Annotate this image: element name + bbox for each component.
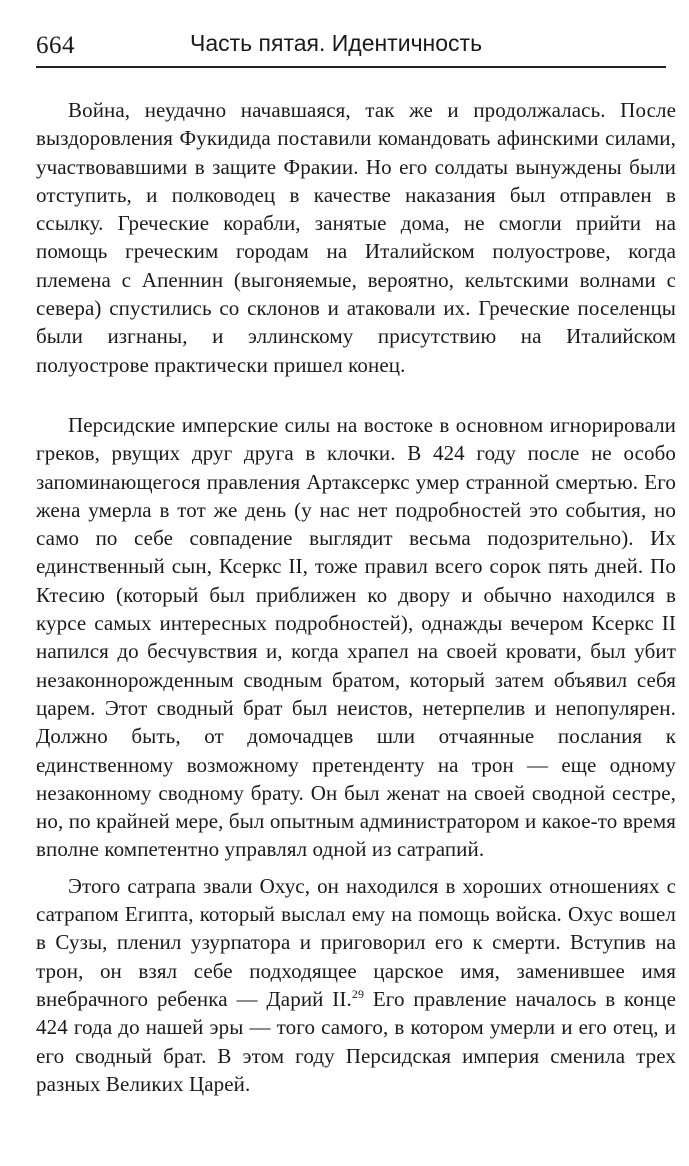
running-title: Часть пятая. Идентичность — [190, 30, 483, 56]
page-body — [36, 96, 676, 1098]
paragraph: Персидские имперские силы на востоке в основном игнорировали греков, рвущих друг друга в клочки. В 424 году после не особо запоминающегося правления Артаксеркс умер странной смертью. Его жена умерла в тот же день (у нас нет подробностей это события, но само по себе совпадение выглядит весьма подозрительно). Их единственный сын, Ксеркс II, тоже правил всего сорок пять дней. По Ктесию (который был приближен ко двору и обычно находился в курсе самых интересных подробностей), однажды вечером Ксеркс II напился до бесчувствия и, когда храпел на своей кровати, был убит незаконнорожденным сводным братом, который затем объявил себя царем. Этот сводный брат был неистов, нетерпелив и непопулярен. Должно быть, от домочадцев шли отчаянные послания к единственному возможному претенденту на трон — еще одному незаконному сводному брату. Он был женат на своей сводной сестре, но, по крайней мере, был опытным администратором и какое-то время вполне компетентно управлял одной из сатрапий. — [36, 412, 676, 862]
paragraph-text: Этого сатрапа звали Охус, он находился в хороших отношениях с сатрапом Египта, который выслал ему на помощь войска. Охус вошел в Сузы, пленил узурпатора и приговорил его к смерти. Вступив на трон, он взял себе подходящее царское имя, заменившее имя внебрачного ребенка — Дарий II. — [36, 873, 676, 1011]
footnote-reference[interactable]: 29 — [351, 986, 365, 1001]
page-header — [36, 30, 666, 68]
paragraph-text-continued: Его правление началось в конце 424 года до нашей эры — того самого, в котором умерли и его отец, и его сводный брат. В этом году Персидская империя сменила трех разных Великих Царей. — [36, 986, 676, 1096]
page-number: 664 — [36, 32, 75, 59]
paragraph — [36, 872, 676, 1098]
paragraph: Война, неудачно начавшаяся, так же и продолжалась. После выздоровления Фукидида поставили командовать афинскими силами, участвовавшими в защите Фракии. Но его солдаты вынуждены были отступить, и полководец в качестве наказания был отправлен в ссылку. Греческие корабли, занятые дома, не смогли прийти на помощь греческим городам на Италийском полуострове, когда племена с Апеннин (выгоняемые, вероятно, кельтскими волнами с севера) спустились со склонов и атаковали их. Греческие поселенцы были изгнаны, и эллинскому присутствию на Италийском полуострове практически пришел конец. — [36, 98, 676, 377]
